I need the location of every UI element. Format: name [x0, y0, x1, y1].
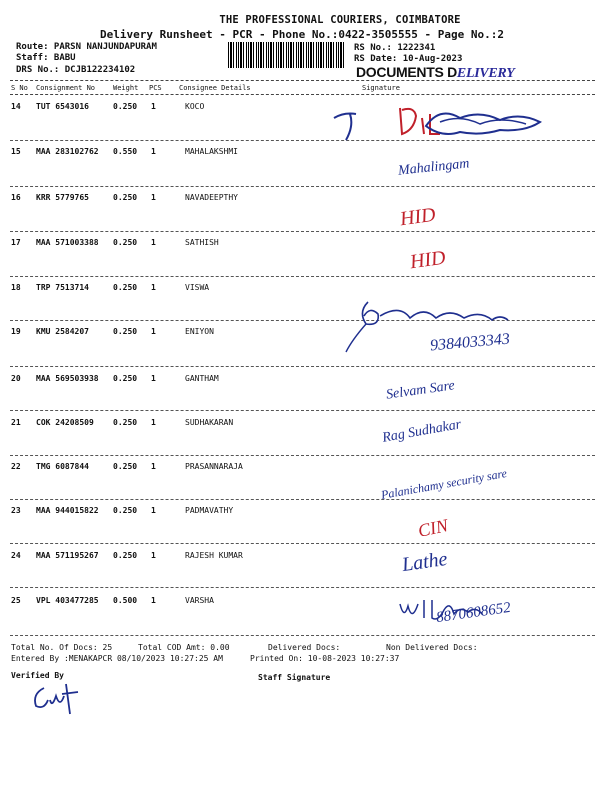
row-weight: 0.250	[113, 418, 138, 427]
rs-number: RS No.: 1222341	[354, 43, 436, 53]
row-consignee: VARSHA	[185, 596, 214, 605]
row-divider	[10, 276, 595, 277]
row-pcs: 1	[151, 147, 156, 156]
row-consignee: GANTHAM	[185, 374, 219, 383]
stamp-tail-text: ELIVERY	[456, 66, 515, 81]
row-consignee: VISWA	[185, 283, 210, 292]
table-row	[0, 551, 600, 595]
non-delivered-docs: Non Delivered Docs:	[386, 643, 478, 652]
row-sno: 14	[11, 102, 21, 111]
rs-date: RS Date: 10-Aug-2023	[354, 54, 463, 64]
row-consignee: MAHALAKSHMI	[185, 147, 238, 156]
col-consignment: Consignment No	[36, 84, 96, 92]
printed-on: Printed On: 10-08-2023 10:27:37	[250, 654, 400, 663]
signature-row-23: CIN	[416, 515, 450, 541]
row-sno: 16	[11, 193, 21, 202]
row-divider	[10, 635, 595, 636]
signature-row-16: HID	[398, 203, 437, 231]
signature-row-20: Selvam Sare	[385, 378, 456, 403]
row-consignment: MAA 571195267	[36, 551, 99, 560]
row-pcs: 1	[151, 462, 156, 471]
row-consignment: COK 24208509	[36, 418, 94, 427]
row-weight: 0.250	[113, 551, 138, 560]
row-weight: 0.250	[113, 327, 138, 336]
row-weight: 0.250	[113, 102, 138, 111]
row-divider	[10, 587, 595, 588]
row-pcs: 1	[151, 193, 156, 202]
signature-row-24: Lathe	[400, 547, 449, 577]
verified-by-label: Verified By	[11, 671, 64, 680]
row-consignment: KMU 2584207	[36, 327, 89, 336]
row-sno: 24	[11, 551, 21, 560]
row-consignee: KOCO	[185, 102, 205, 111]
row-consignee: PRASANNARAJA	[185, 462, 243, 471]
stamp-main-text: DOCUMENTS D	[356, 64, 457, 80]
row-consignee: PADMAVATHY	[185, 506, 234, 515]
signature-row-14	[330, 96, 560, 146]
row-pcs: 1	[151, 283, 156, 292]
staff-label: Staff: BABU	[16, 53, 76, 63]
row-weight: 0.250	[113, 283, 138, 292]
route-label: Route: PARSN NANJUNDAPURAM	[16, 42, 157, 52]
drs-number: DRS No.: DCJB122234102	[16, 65, 136, 75]
table-row	[0, 147, 600, 191]
total-cod: Total COD Amt: 0.00	[138, 643, 230, 652]
row-divider	[10, 499, 595, 500]
row-consignee: SUDHAKARAN	[185, 418, 234, 427]
signature-row-17: HID	[408, 246, 447, 274]
row-weight: 0.250	[113, 462, 138, 471]
row-sno: 17	[11, 238, 21, 247]
row-consignment: VPL 403477285	[36, 596, 99, 605]
row-consignment: MAA 569503938	[36, 374, 99, 383]
row-weight: 0.250	[113, 506, 138, 515]
row-pcs: 1	[151, 551, 156, 560]
row-consignment: TUT 6543016	[36, 102, 89, 111]
staff-signature-label: Staff Signature	[258, 673, 331, 682]
signature-row-21: Rag Sudhakar	[381, 417, 463, 446]
row-sno: 23	[11, 506, 21, 515]
row-consignee: NAVADEEPTHY	[185, 193, 238, 202]
row-sno: 25	[11, 596, 21, 605]
row-divider	[10, 543, 595, 544]
row-weight: 0.550	[113, 147, 138, 156]
verifier-signature	[26, 680, 86, 716]
row-sno: 15	[11, 147, 21, 156]
row-sno: 19	[11, 327, 21, 336]
row-consignee: ENIYON	[185, 327, 214, 336]
entered-by: Entered By :MENAKAPCR 08/10/2023 10:27:25 AM	[11, 654, 223, 663]
col-weight: Weight	[113, 84, 139, 92]
company-title: THE PROFESSIONAL COURIERS, COIMBATORE	[219, 14, 461, 26]
row-divider	[10, 366, 595, 367]
signature-row-15: Mahalingam	[397, 156, 471, 179]
row-pcs: 1	[151, 596, 156, 605]
row-consignment: TMG 6087844	[36, 462, 89, 471]
row-pcs: 1	[151, 374, 156, 383]
header-rule-bottom	[10, 94, 595, 95]
col-pcs: PCS	[149, 84, 162, 92]
row-divider	[10, 455, 595, 456]
row-pcs: 1	[151, 327, 156, 336]
row-divider	[10, 186, 595, 187]
row-consignment: MAA 283102762	[36, 147, 99, 156]
row-consignment: MAA 571003388	[36, 238, 99, 247]
row-consignment: KRR 5779765	[36, 193, 89, 202]
table-row	[0, 374, 600, 418]
signature-row-25-phone: 8870608652	[435, 599, 512, 627]
row-pcs: 1	[151, 238, 156, 247]
total-docs: Total No. Of Docs: 25	[11, 643, 113, 652]
signature-row-19-phone: 9384033343	[429, 330, 511, 355]
row-consignment: MAA 944015822	[36, 506, 99, 515]
row-pcs: 1	[151, 102, 156, 111]
col-signature: Signature	[362, 84, 400, 92]
col-details: Consignee Details	[179, 84, 251, 92]
header-rule-top	[10, 80, 595, 81]
row-pcs: 1	[151, 506, 156, 515]
table-row	[0, 596, 600, 640]
row-pcs: 1	[151, 418, 156, 427]
signature-row-22: Palanichamy security sare	[379, 465, 508, 502]
row-sno: 21	[11, 418, 21, 427]
runsheet-subtitle: Delivery Runsheet - PCR - Phone No.:0422-3505555 - Page No.:2	[100, 28, 504, 41]
row-weight: 0.250	[113, 374, 138, 383]
row-sno: 22	[11, 462, 21, 471]
barcode	[228, 42, 346, 68]
delivered-docs: Delivered Docs:	[268, 643, 341, 652]
row-divider	[10, 410, 595, 411]
col-sno: S No	[11, 84, 28, 92]
row-sno: 18	[11, 283, 21, 292]
row-divider	[10, 231, 595, 232]
row-consignee: SATHISH	[185, 238, 219, 247]
row-consignment: TRP 7513714	[36, 283, 89, 292]
row-weight: 0.250	[113, 193, 138, 202]
row-sno: 20	[11, 374, 21, 383]
row-weight: 0.500	[113, 596, 138, 605]
row-consignee: RAJESH KUMAR	[185, 551, 243, 560]
row-weight: 0.250	[113, 238, 138, 247]
